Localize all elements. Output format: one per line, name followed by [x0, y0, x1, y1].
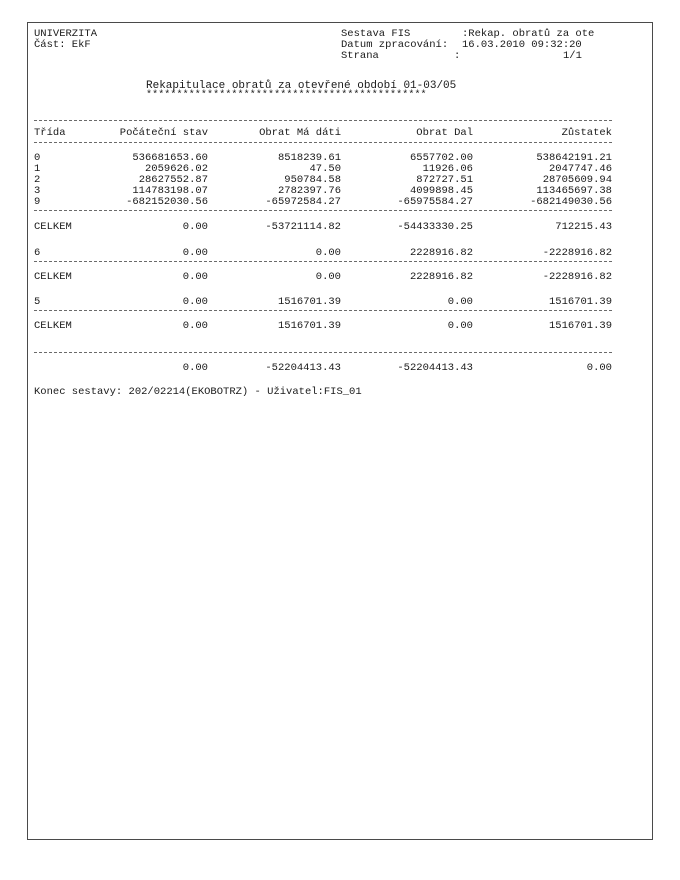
- opening-cell: 28627552.87: [138, 174, 208, 186]
- debit-cell: 0.00: [315, 271, 341, 283]
- class-cell: 6: [34, 247, 41, 259]
- class-cell: 2: [34, 174, 41, 186]
- org-part: Část: EkF: [34, 39, 91, 51]
- debit-cell: -53721114.82: [265, 221, 341, 233]
- balance-cell: 1516701.39: [548, 320, 612, 332]
- balance-cell: -2228916.82: [542, 271, 612, 283]
- date-label: Datum zpracování:: [341, 39, 449, 51]
- grand-total-row: [34, 363, 612, 374]
- debit-cell: 8518239.61: [277, 152, 341, 164]
- class-cell: 1: [34, 163, 41, 175]
- balance-cell: 538642191.21: [536, 152, 612, 164]
- report-label: Sestava FIS: [341, 28, 411, 40]
- opening-cell: 2059626.02: [144, 163, 208, 175]
- report-value: :Rekap. obratů za ote: [462, 28, 595, 40]
- debit-cell: 0.00: [315, 247, 341, 259]
- balance-cell: 28705609.94: [542, 174, 612, 186]
- credit-cell: 0.00: [447, 296, 473, 308]
- divider: [34, 352, 612, 353]
- col-header-debit: Obrat Má dáti: [259, 127, 341, 139]
- report-footer: Konec sestavy: 202/02214(EKOBOTRZ) - Uživatel:FIS_01: [34, 386, 362, 398]
- credit-cell: 2228916.82: [409, 271, 473, 283]
- debit-cell: -52204413.43: [265, 362, 341, 374]
- credit-cell: 2228916.82: [409, 247, 473, 259]
- col-header-credit: Obrat Dal: [416, 127, 473, 139]
- debit-cell: 47.50: [309, 163, 341, 175]
- col-header-class: Třída: [34, 127, 66, 139]
- balance-cell: -682149030.56: [530, 196, 612, 208]
- balance-cell: 1516701.39: [548, 296, 612, 308]
- debit-cell: 950784.58: [284, 174, 341, 186]
- credit-cell: 872727.51: [416, 174, 473, 186]
- credit-cell: 4099898.45: [409, 185, 473, 197]
- table-row: [34, 197, 612, 208]
- credit-cell: -52204413.43: [397, 362, 473, 374]
- title-underline: **********************************************: [146, 90, 427, 101]
- page-separator: :: [454, 50, 461, 62]
- opening-cell: 536681653.60: [132, 152, 208, 164]
- credit-cell: 6557702.00: [409, 152, 473, 164]
- debit-cell: 1516701.39: [277, 320, 341, 332]
- total-label: CELKEM: [34, 320, 72, 332]
- divider: [34, 120, 612, 121]
- credit-cell: 11926.06: [422, 163, 473, 175]
- opening-cell: 0.00: [182, 362, 208, 374]
- divider: [34, 310, 612, 311]
- org-name: UNIVERZITA: [34, 28, 98, 40]
- credit-cell: -54433330.25: [397, 221, 473, 233]
- balance-cell: 0.00: [586, 362, 612, 374]
- debit-cell: -65972584.27: [265, 196, 341, 208]
- class-cell: 5: [34, 296, 41, 308]
- class-cell: 3: [34, 185, 41, 197]
- balance-cell: 712215.43: [555, 221, 612, 233]
- divider: [34, 210, 612, 211]
- opening-cell: 0.00: [182, 296, 208, 308]
- opening-cell: 0.00: [182, 320, 208, 332]
- page-number: 1/1: [563, 50, 582, 62]
- opening-cell: 0.00: [182, 221, 208, 233]
- debit-cell: 1516701.39: [277, 296, 341, 308]
- balance-cell: 2047747.46: [548, 163, 612, 175]
- credit-cell: -65975584.27: [397, 196, 473, 208]
- debit-cell: 2782397.76: [277, 185, 341, 197]
- class-cell: 0: [34, 152, 41, 164]
- report-page: [27, 22, 653, 840]
- col-header-balance: Zůstatek: [561, 127, 612, 139]
- opening-cell: 0.00: [182, 247, 208, 259]
- opening-cell: -682152030.56: [126, 196, 208, 208]
- class-cell: 9: [34, 196, 41, 208]
- col-header-opening: Počáteční stav: [119, 127, 208, 139]
- balance-cell: -2228916.82: [542, 247, 612, 259]
- column-header-row: [34, 128, 612, 139]
- total-row: [34, 321, 612, 332]
- table-row: [34, 297, 612, 308]
- table-row: [34, 248, 612, 259]
- total-label: CELKEM: [34, 221, 72, 233]
- total-label: CELKEM: [34, 271, 72, 283]
- total-row: [34, 272, 612, 283]
- opening-cell: 0.00: [182, 271, 208, 283]
- total-row: [34, 222, 612, 233]
- divider: [34, 261, 612, 262]
- date-value: 16.03.2010 09:32:20: [462, 39, 582, 51]
- report-title: Rekapitulace obratů za otevřené období 01-03/05: [146, 80, 457, 92]
- divider: [34, 142, 612, 143]
- credit-cell: 0.00: [447, 320, 473, 332]
- page-label: Strana: [341, 50, 379, 62]
- opening-cell: 114783198.07: [132, 185, 208, 197]
- balance-cell: 113465697.38: [536, 185, 612, 197]
